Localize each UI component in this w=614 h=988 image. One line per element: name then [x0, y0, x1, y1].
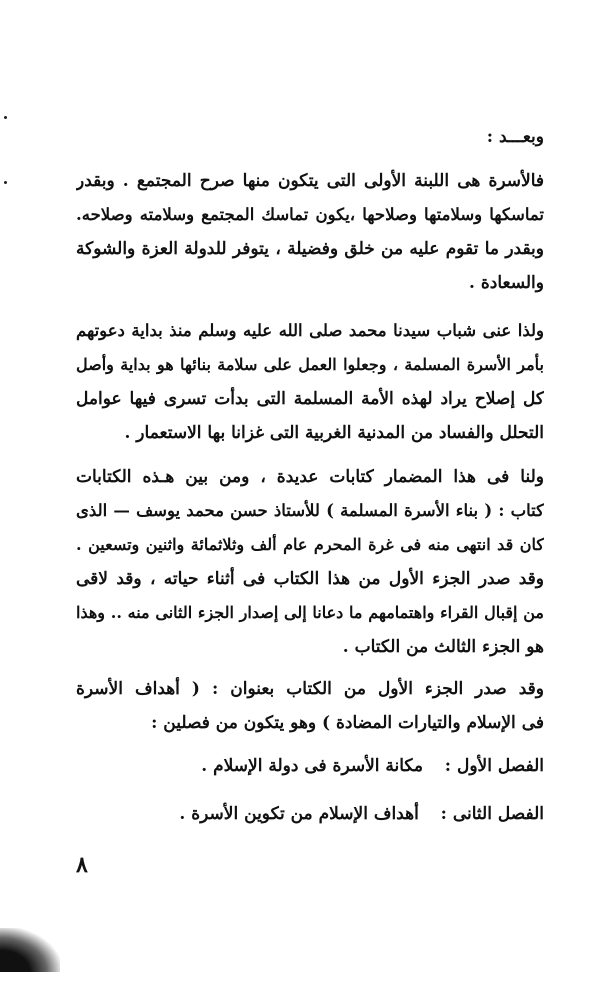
text-line: ولذا عنى شباب سيدنا محمد صلى الله عليه وسلم منذ بداية دعوتهم: [76, 321, 544, 340]
scan-corner-shadow: [0, 928, 60, 972]
chapter-title: مكانة الأسرة فى دولة الإسلام .: [201, 756, 423, 776]
chapter-entry-2: [179, 804, 544, 824]
paragraph-2: [76, 314, 544, 450]
text-line: كتاب : ( بناء الأسرة المسلمة ) للأستاذ حسن محمد يوسف — الذى: [76, 501, 544, 520]
opening-heading: وبعـــد :: [486, 127, 544, 147]
margin-mark: [4, 116, 7, 119]
paragraph-3: [76, 460, 544, 664]
text-line: ولنا فى هذا المضمار كتابات عديدة ، ومن بين هـذه الكتابات: [76, 467, 544, 487]
margin-mark: [4, 181, 7, 184]
text-line: والسعادة .: [469, 273, 544, 293]
text-line: من إقبال القراء واهتمامهم ما دعانا إلى إصدار الجزء الثانى منه .. وهذا: [76, 603, 544, 622]
text-line: كل إصلاح يراد لهذه الأمة المسلمة التى بدأت تسرى فيها عوامل: [76, 389, 544, 409]
text-line: التحلل والفساد من المدنية الغربية التى غزانا بها الاستعمار .: [124, 423, 544, 443]
text-line: فالأسرة هى اللبنة الأولى التى يتكون منها صرح المجتمع . وبقدر: [76, 171, 544, 191]
chapter-entry-1: [201, 756, 544, 776]
text-line: وقد صدر الجزء الأول من هذا الكتاب فى أثناء حياته ، وقد لاقى: [76, 569, 544, 589]
chapter-label: الفصل الثانى :: [440, 804, 544, 824]
page-number: ٨: [76, 852, 88, 878]
text-line: فى الإسلام والتيارات المضادة ) وهو يتكون من فصلين :: [151, 713, 544, 733]
text-line: هو الجزء الثالث من الكتاب .: [342, 637, 544, 657]
text-line: تماسكها وسلامتها وصلاحها ،يكون تماسك المجتمع وسلامته وصلاحه.: [76, 205, 544, 224]
paragraph-1: [76, 164, 544, 300]
paragraph-4: [76, 672, 544, 740]
text-line: وبقدر ما تقوم عليه من خلق وفضيلة ، يتوفر للدولة العزة والشوكة: [76, 239, 544, 259]
chapter-title: أهداف الإسلام من تكوين الأسرة .: [179, 804, 419, 824]
opening-line: [76, 120, 544, 154]
text-line: بأمر الأسرة المسلمة ، وجعلوا العمل على سلامة بنائها هو بداية وأصل: [76, 355, 544, 374]
text-line: كان قد انتهى منه فى غرة المحرم عام ألف وثلاثمائة واثنين وتسعين .: [76, 535, 544, 554]
text-line: وقد صدر الجزء الأول من الكتاب بعنوان : ( أهداف الأسرة: [76, 679, 544, 699]
chapter-label: الفصل الأول :: [444, 756, 544, 776]
